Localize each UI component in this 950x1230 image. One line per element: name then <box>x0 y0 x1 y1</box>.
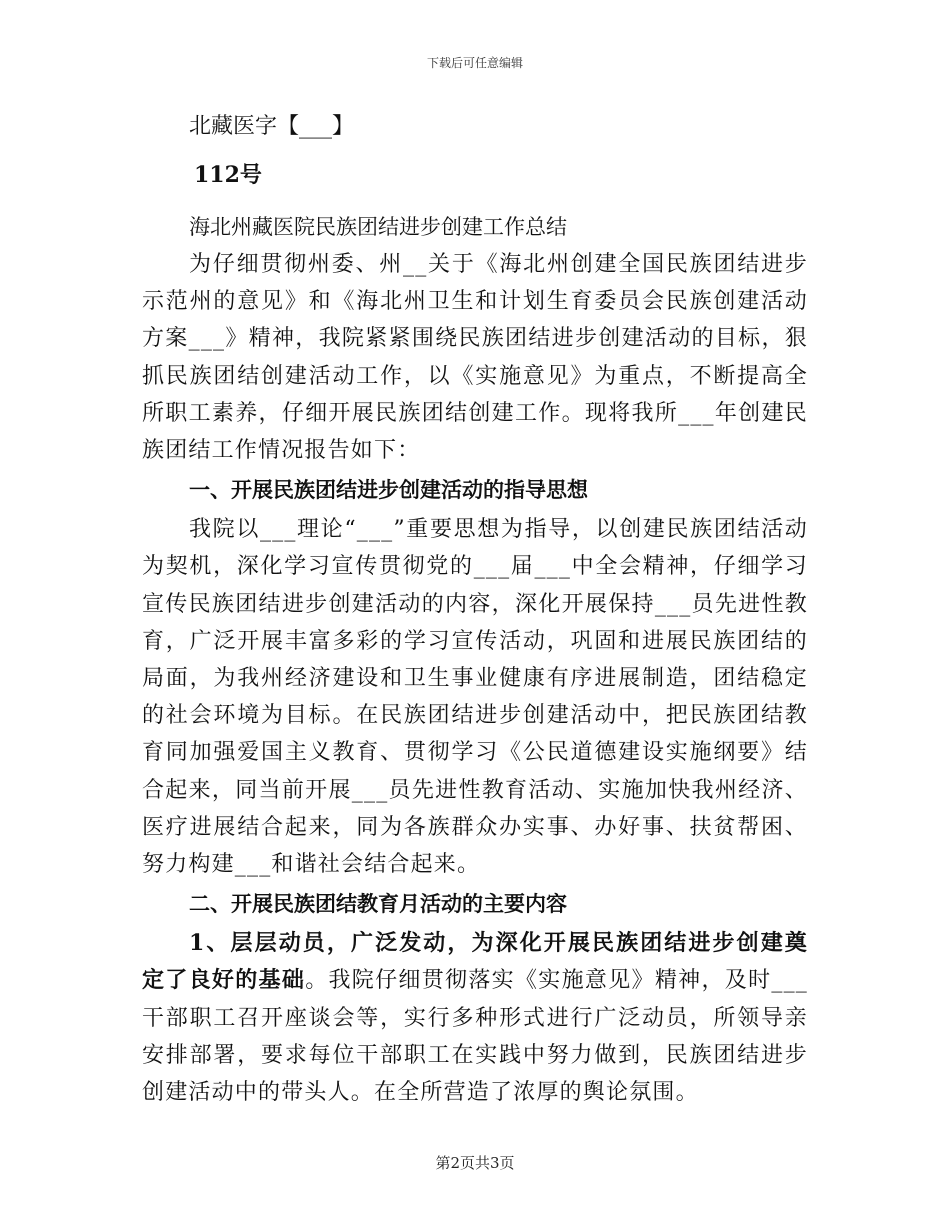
document-body <box>142 108 808 1111</box>
section-1-paragraph: 我院以___理论“___”重要思想为指导，以创建民族团结活动为契机，深化学习宣传贯彻党的___届___中全会精神，仔细学习宣传民族团结进步创建活动的内容，深化开展保持___员先进性教育，广泛开展丰富多彩的学习宣传活动，巩固和进展民族团结的局面，为我州经济建设和卫生事业健康有序进展制造，团结稳定的社会环境为目标。在民族团结进步创建活动中，把民族团结教育同加强爱国主义教育、贯彻学习《公民道德建设实施纲要》结合起来，同当前开展___员先进性教育活动、实施加快我州经济、医疗进展结合起来，同为各族群众办实事、办好事、扶贫帮困、努力构建___和谐社会结合起来。 <box>142 517 808 878</box>
section-2-item-1-body: 。我院仔细贯彻落实《实施意见》精神，及时___干部职工召开座谈会等，实行多种形式进行广泛动员，所领导亲安排部署，要求每位干部职工在实践中努力做到，民族团结进步创建活动中的带头人。在全所营造了浓厚的舆论氛围。 <box>142 968 808 1106</box>
section-2-item-1-lead: 1、层层动员，广泛发动，为深化开展民族团结进步创建奠定了良好的基础 <box>142 930 808 994</box>
section-2-heading: 二、开展民族团结教育月活动的主要内容 <box>189 891 567 917</box>
section-2-item-1-paragraph <box>142 925 808 1111</box>
document-number: 北藏医字【___】 <box>189 114 355 139</box>
document-number-suffix: 112号 <box>194 162 262 188</box>
section-1-heading: 一、开展民族团结进步创建活动的指导思想 <box>189 477 588 503</box>
header-note: 下载后可任意编辑 <box>426 56 523 70</box>
document-title: 海北州藏医院民族团结进步创建工作总结 <box>189 215 567 239</box>
intro-paragraph: 为仔细贯彻州委、州__关于《海北州创建全国民族团结进步示范州的意见》和《海北州卫生和计划生育委员会民族创建活动方案___》精神，我院紧紧围绕民族团结进步创建活动的目标，狠抓民族团结创建活动工作，以《实施意见》为重点，不断提高全所职工素养，仔细开展民族团结创建工作。现将我所___年创建民族团结工作情况报告如下： <box>142 252 808 464</box>
page-footer: 第2页共3页 <box>435 1154 515 1172</box>
